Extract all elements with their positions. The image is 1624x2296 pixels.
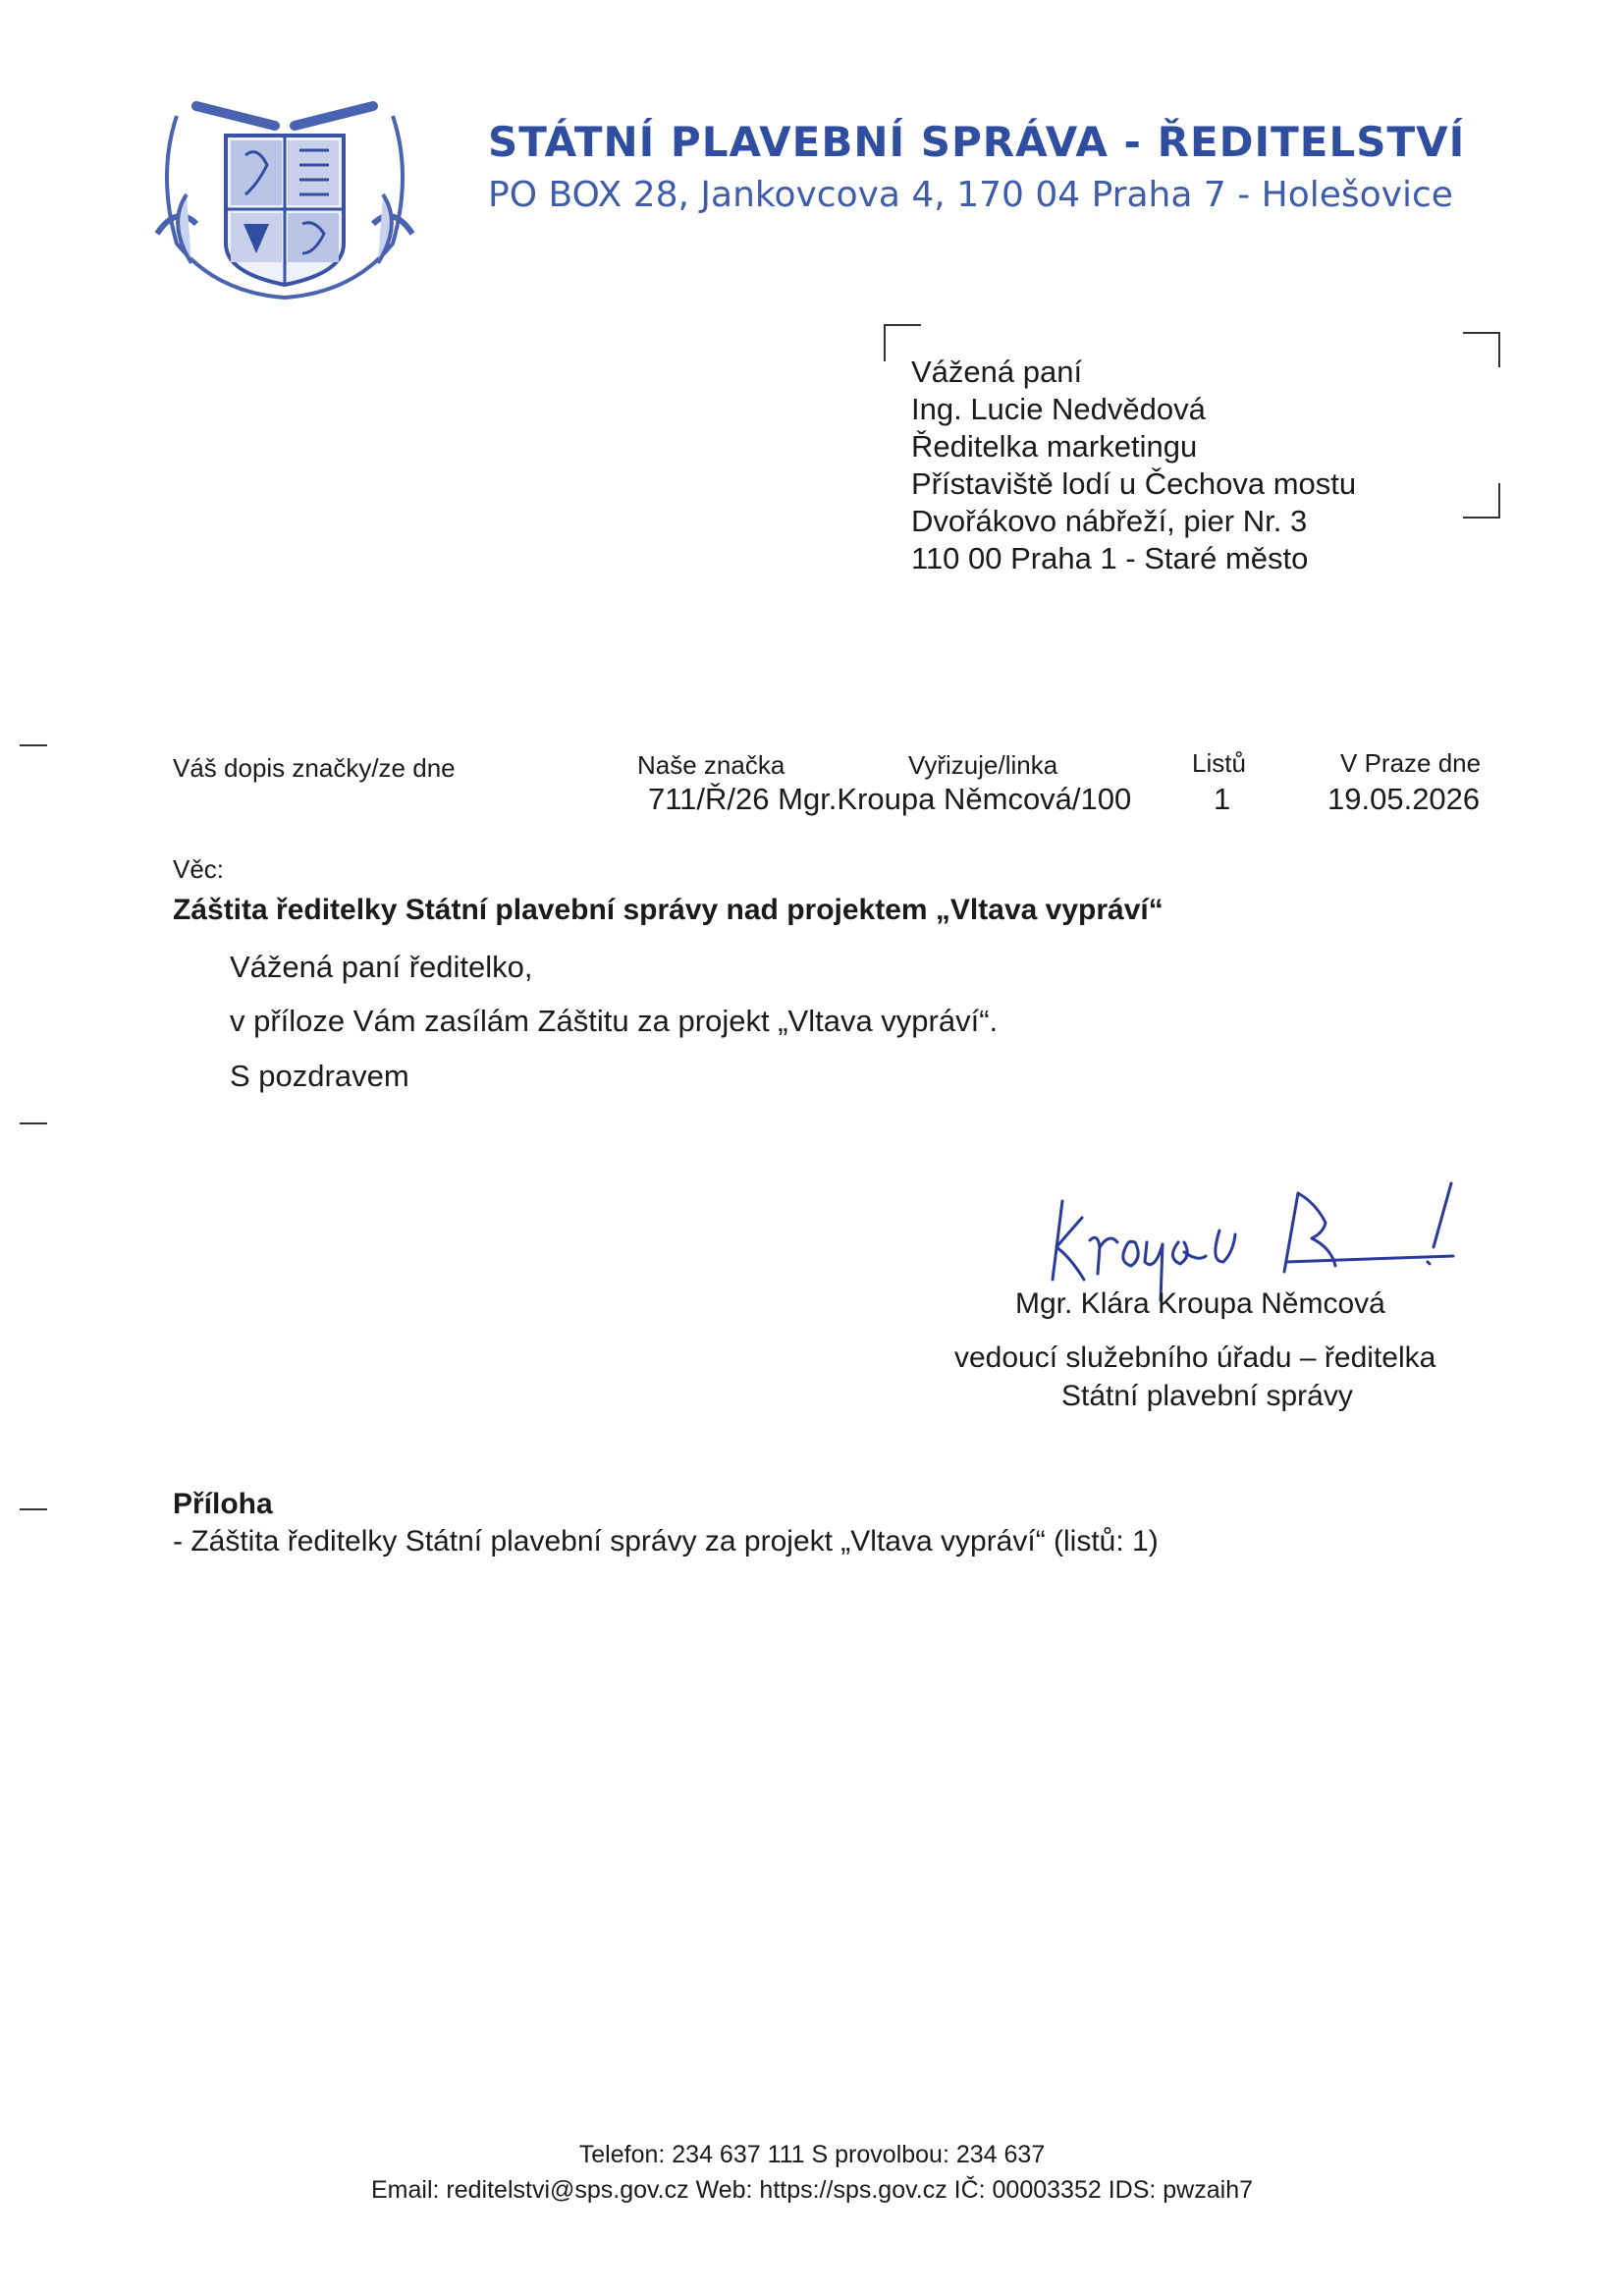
recipient-line: Ředitelka marketingu	[911, 429, 1198, 464]
attachment-heading: Příloha	[173, 1488, 273, 1520]
signatory-position: vedoucí služebního úřadu – ředitelka	[954, 1341, 1436, 1374]
recipient-line: 110 00 Praha 1 - Staré město	[911, 541, 1309, 575]
body-paragraph: v příloze Vám zasílám Záštitu za projekt „Vltava vypráví“.	[230, 1004, 999, 1038]
address-window-corner-top-right	[1463, 332, 1500, 367]
place-date-label: V Praze dne	[1340, 748, 1482, 778]
sheets-count: 1	[1214, 782, 1231, 816]
fold-mark	[20, 1508, 47, 1510]
sheets-label: Listů	[1192, 748, 1246, 778]
footer-contact-web: Email: reditelstvi@sps.gov.cz Web: https://sps.gov.cz IČ: 00003352 IDS: pwzaih7	[371, 2176, 1253, 2204]
signatory-name: Mgr. Klára Kroupa Němcová	[1015, 1287, 1385, 1320]
subject-text: Záštita ředitelky Státní plavební správy nad projektem „Vltava vypráví“	[173, 894, 1164, 926]
handled-by-label: Vyřizuje/linka	[908, 750, 1058, 780]
reference-number: 711/Ř/26 Mgr.Kroupa Němcová/100	[648, 782, 1132, 816]
recipient-line: Vážená paní	[911, 355, 1083, 389]
organization-address: PO BOX 28, Jankovcova 4, 170 04 Praha 7 - Holešovice	[488, 175, 1453, 215]
fold-mark	[20, 744, 47, 746]
closing: S pozdravem	[230, 1059, 409, 1093]
recipient-line: Dvořákovo nábřeží, pier Nr. 3	[911, 504, 1308, 538]
fold-mark	[20, 1122, 47, 1124]
letter-date: 19.05.2026	[1327, 782, 1481, 816]
subject-label: Věc:	[173, 854, 225, 884]
address-window-corner-bottom-right	[1463, 483, 1500, 519]
recipient-line: Ing. Lucie Nedvědová	[911, 392, 1206, 426]
state-emblem-logo	[137, 77, 432, 312]
attachment-item: - Záštita ředitelky Státní plavební správy za projekt „Vltava vypráví“ (listů: 1)	[173, 1525, 1159, 1558]
footer-contact-phone: Telefon: 234 637 111 S provolbou: 234 637	[578, 2141, 1046, 2168]
signatory-organization: Státní plavební správy	[1061, 1380, 1353, 1412]
our-ref-label: Naše značka	[637, 750, 785, 780]
handwritten-signature	[1041, 1164, 1473, 1301]
your-letter-label: Váš dopis značky/ze dne	[173, 753, 456, 783]
organization-name: STÁTNÍ PLAVEBNÍ SPRÁVA - ŘEDITELSTVÍ	[488, 118, 1466, 166]
recipient-line: Přístaviště lodí u Čechova mostu	[911, 466, 1357, 501]
salutation: Vážená paní ředitelko,	[230, 950, 533, 984]
